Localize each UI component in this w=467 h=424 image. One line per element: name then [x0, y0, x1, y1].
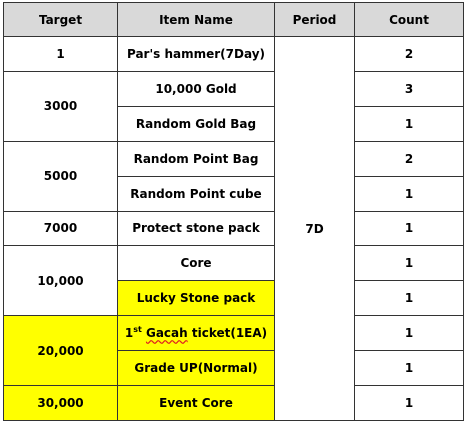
item-rest: ticket(1EA)	[187, 326, 268, 341]
table-row	[4, 141, 464, 176]
count-cell: 1	[355, 176, 464, 211]
table-row	[4, 386, 464, 421]
header-target: Target	[4, 3, 118, 37]
count-cell: 1	[355, 281, 464, 316]
header-count: Count	[355, 3, 464, 37]
header-period: Period	[275, 3, 355, 37]
table-row	[4, 316, 464, 351]
table-row	[4, 246, 464, 281]
count-cell: 1	[355, 211, 464, 246]
count-cell: 2	[355, 141, 464, 176]
header-item-name: Item Name	[118, 3, 275, 37]
count-cell: 1	[355, 386, 464, 421]
target-cell: 7000	[4, 211, 118, 246]
table-row	[4, 37, 464, 72]
item-cell-highlighted: Lucky Stone pack	[118, 281, 275, 316]
item-cell: Random Point cube	[118, 176, 275, 211]
count-cell: 1	[355, 106, 464, 141]
item-cell: Random Point Bag	[118, 141, 275, 176]
item-number: 1	[124, 326, 134, 341]
item-cell: Random Gold Bag	[118, 106, 275, 141]
count-cell: 2	[355, 37, 464, 72]
period-cell: 7D	[275, 37, 355, 421]
item-cell-highlighted: Grade UP(Normal)	[118, 351, 275, 386]
target-cell: 3000	[4, 71, 118, 141]
header-row	[4, 3, 464, 37]
count-cell: 1	[355, 246, 464, 281]
item-spellcheck-word: Gacah	[145, 326, 188, 341]
table-row	[4, 71, 464, 106]
item-cell-highlighted: Event Core	[118, 386, 275, 421]
item-cell: Protect stone pack	[118, 211, 275, 246]
count-cell: 3	[355, 71, 464, 106]
item-cell: 10,000 Gold	[118, 71, 275, 106]
item-cell: Core	[118, 246, 275, 281]
item-superscript: st	[133, 325, 142, 335]
reward-table	[3, 2, 464, 421]
count-cell: 1	[355, 351, 464, 386]
item-cell-highlighted	[118, 316, 275, 351]
item-cell: Par's hammer(7Day)	[118, 37, 275, 72]
target-cell-highlighted: 20,000	[4, 316, 118, 386]
target-cell: 5000	[4, 141, 118, 211]
table-row	[4, 211, 464, 246]
target-cell: 1	[4, 37, 118, 72]
count-cell: 1	[355, 316, 464, 351]
target-cell-highlighted: 30,000	[4, 386, 118, 421]
target-cell: 10,000	[4, 246, 118, 316]
